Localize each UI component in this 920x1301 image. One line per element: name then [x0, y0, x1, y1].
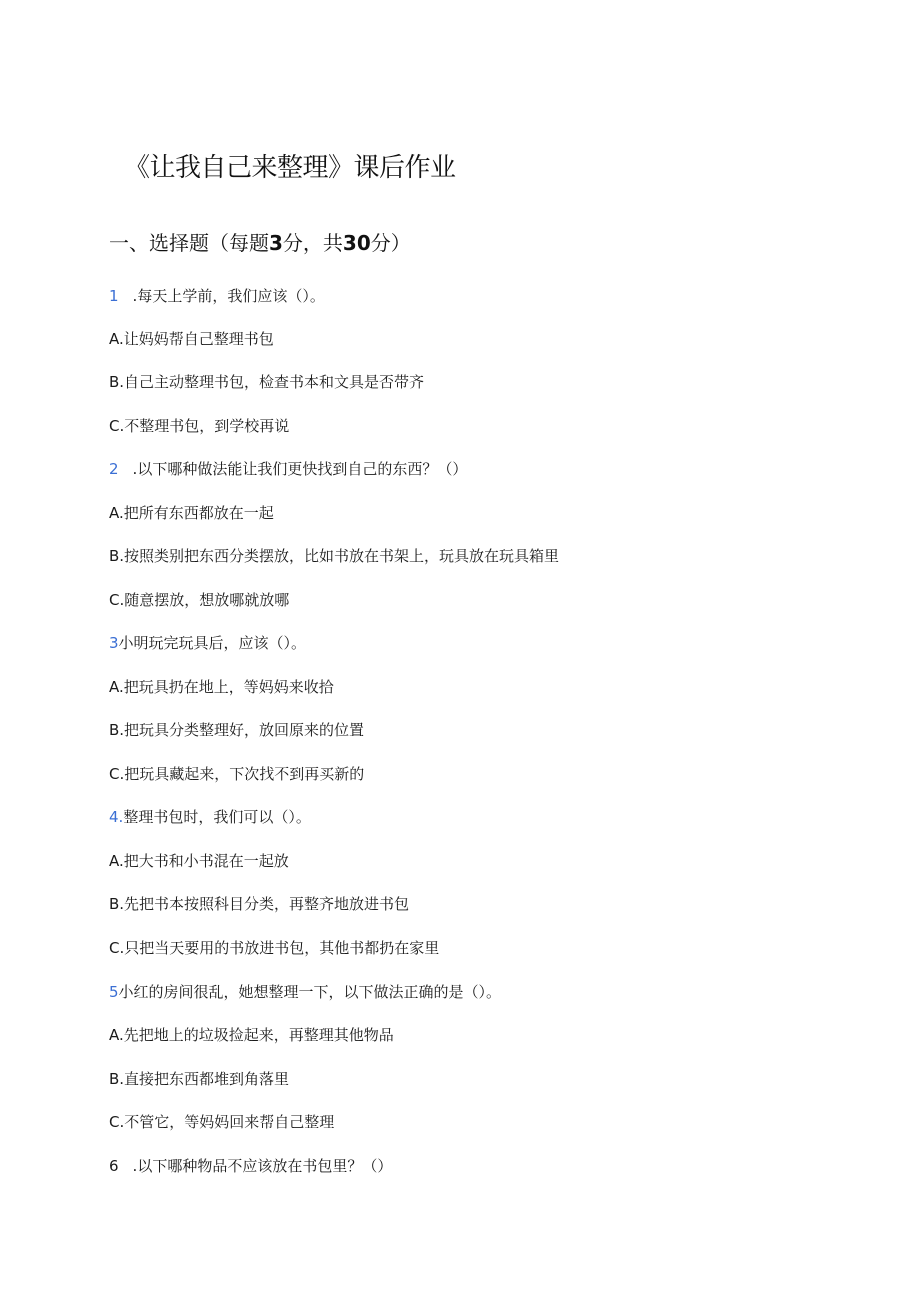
section-heading-suffix: 分）	[370, 231, 411, 255]
question-text: .以下哪种物品不应该放在书包里？（）	[132, 1157, 393, 1175]
question-number: 6	[109, 1157, 119, 1175]
section-points: 3	[269, 231, 283, 255]
section-total: 30	[342, 231, 371, 255]
section-heading-mid: 分，共	[282, 231, 343, 255]
question-2-option-a: A.把所有东西都放在一起	[109, 504, 274, 522]
question-5	[109, 981, 501, 1003]
question-3-option-b: B.把玩具分类整理好，放回原来的位置	[109, 721, 365, 739]
question-1	[109, 285, 325, 307]
question-1-option-c: C.不整理书包，到学校再说	[109, 417, 290, 435]
question-text: 小红的房间很乱，她想整理一下，以下做法正确的是（）。	[118, 983, 502, 1001]
question-text: 整理书包时，我们可以（）。	[123, 808, 311, 826]
question-text: 小明玩完玩具后，应该（）。	[118, 634, 307, 652]
question-text: .以下哪种做法能让我们更快找到自己的东西？（）	[132, 460, 468, 478]
question-4-option-a: A.把大书和小书混在一起放	[109, 852, 289, 870]
question-5-option-c: C.不管它，等妈妈回来帮自己整理	[109, 1113, 335, 1131]
question-4-option-b: B.先把书本按照科目分类，再整齐地放进书包	[109, 895, 410, 913]
question-text: .每天上学前，我们应该（）。	[132, 287, 325, 305]
question-3-option-c: C.把玩具藏起来，下次找不到再买新的	[109, 765, 365, 783]
question-number: 1	[109, 287, 119, 305]
section-heading-prefix: 一、选择题（每题	[109, 231, 269, 255]
question-4	[109, 806, 311, 828]
question-4-option-c: C.只把当天要用的书放进书包，其他书都扔在家里	[109, 939, 440, 957]
question-5-option-a: A.先把地上的垃圾捡起来，再整理其他物品	[109, 1026, 394, 1044]
question-1-option-b: B.自己主动整理书包，检查书本和文具是否带齐	[109, 373, 425, 391]
question-5-option-b: B.直接把东西都堆到角落里	[109, 1070, 290, 1088]
question-2-option-b: B.按照类别把东西分类摆放，比如书放在书架上，玩具放在玩具箱里	[109, 547, 560, 565]
question-2-option-c: C.随意摆放，想放哪就放哪	[109, 591, 290, 609]
question-number: 3	[109, 634, 119, 652]
question-1-option-a: A.让妈妈帮自己整理书包	[109, 330, 274, 348]
question-2	[109, 458, 467, 480]
question-3	[109, 632, 306, 654]
question-3-option-a: A.把玩具扔在地上，等妈妈来收拾	[109, 678, 334, 696]
question-number: 5	[109, 983, 119, 1001]
question-6	[109, 1155, 392, 1177]
question-number: 2	[109, 460, 119, 478]
document-title: 《让我自己来整理》课后作业	[124, 153, 456, 183]
question-number: 4.	[109, 808, 124, 826]
section-heading	[109, 228, 411, 258]
